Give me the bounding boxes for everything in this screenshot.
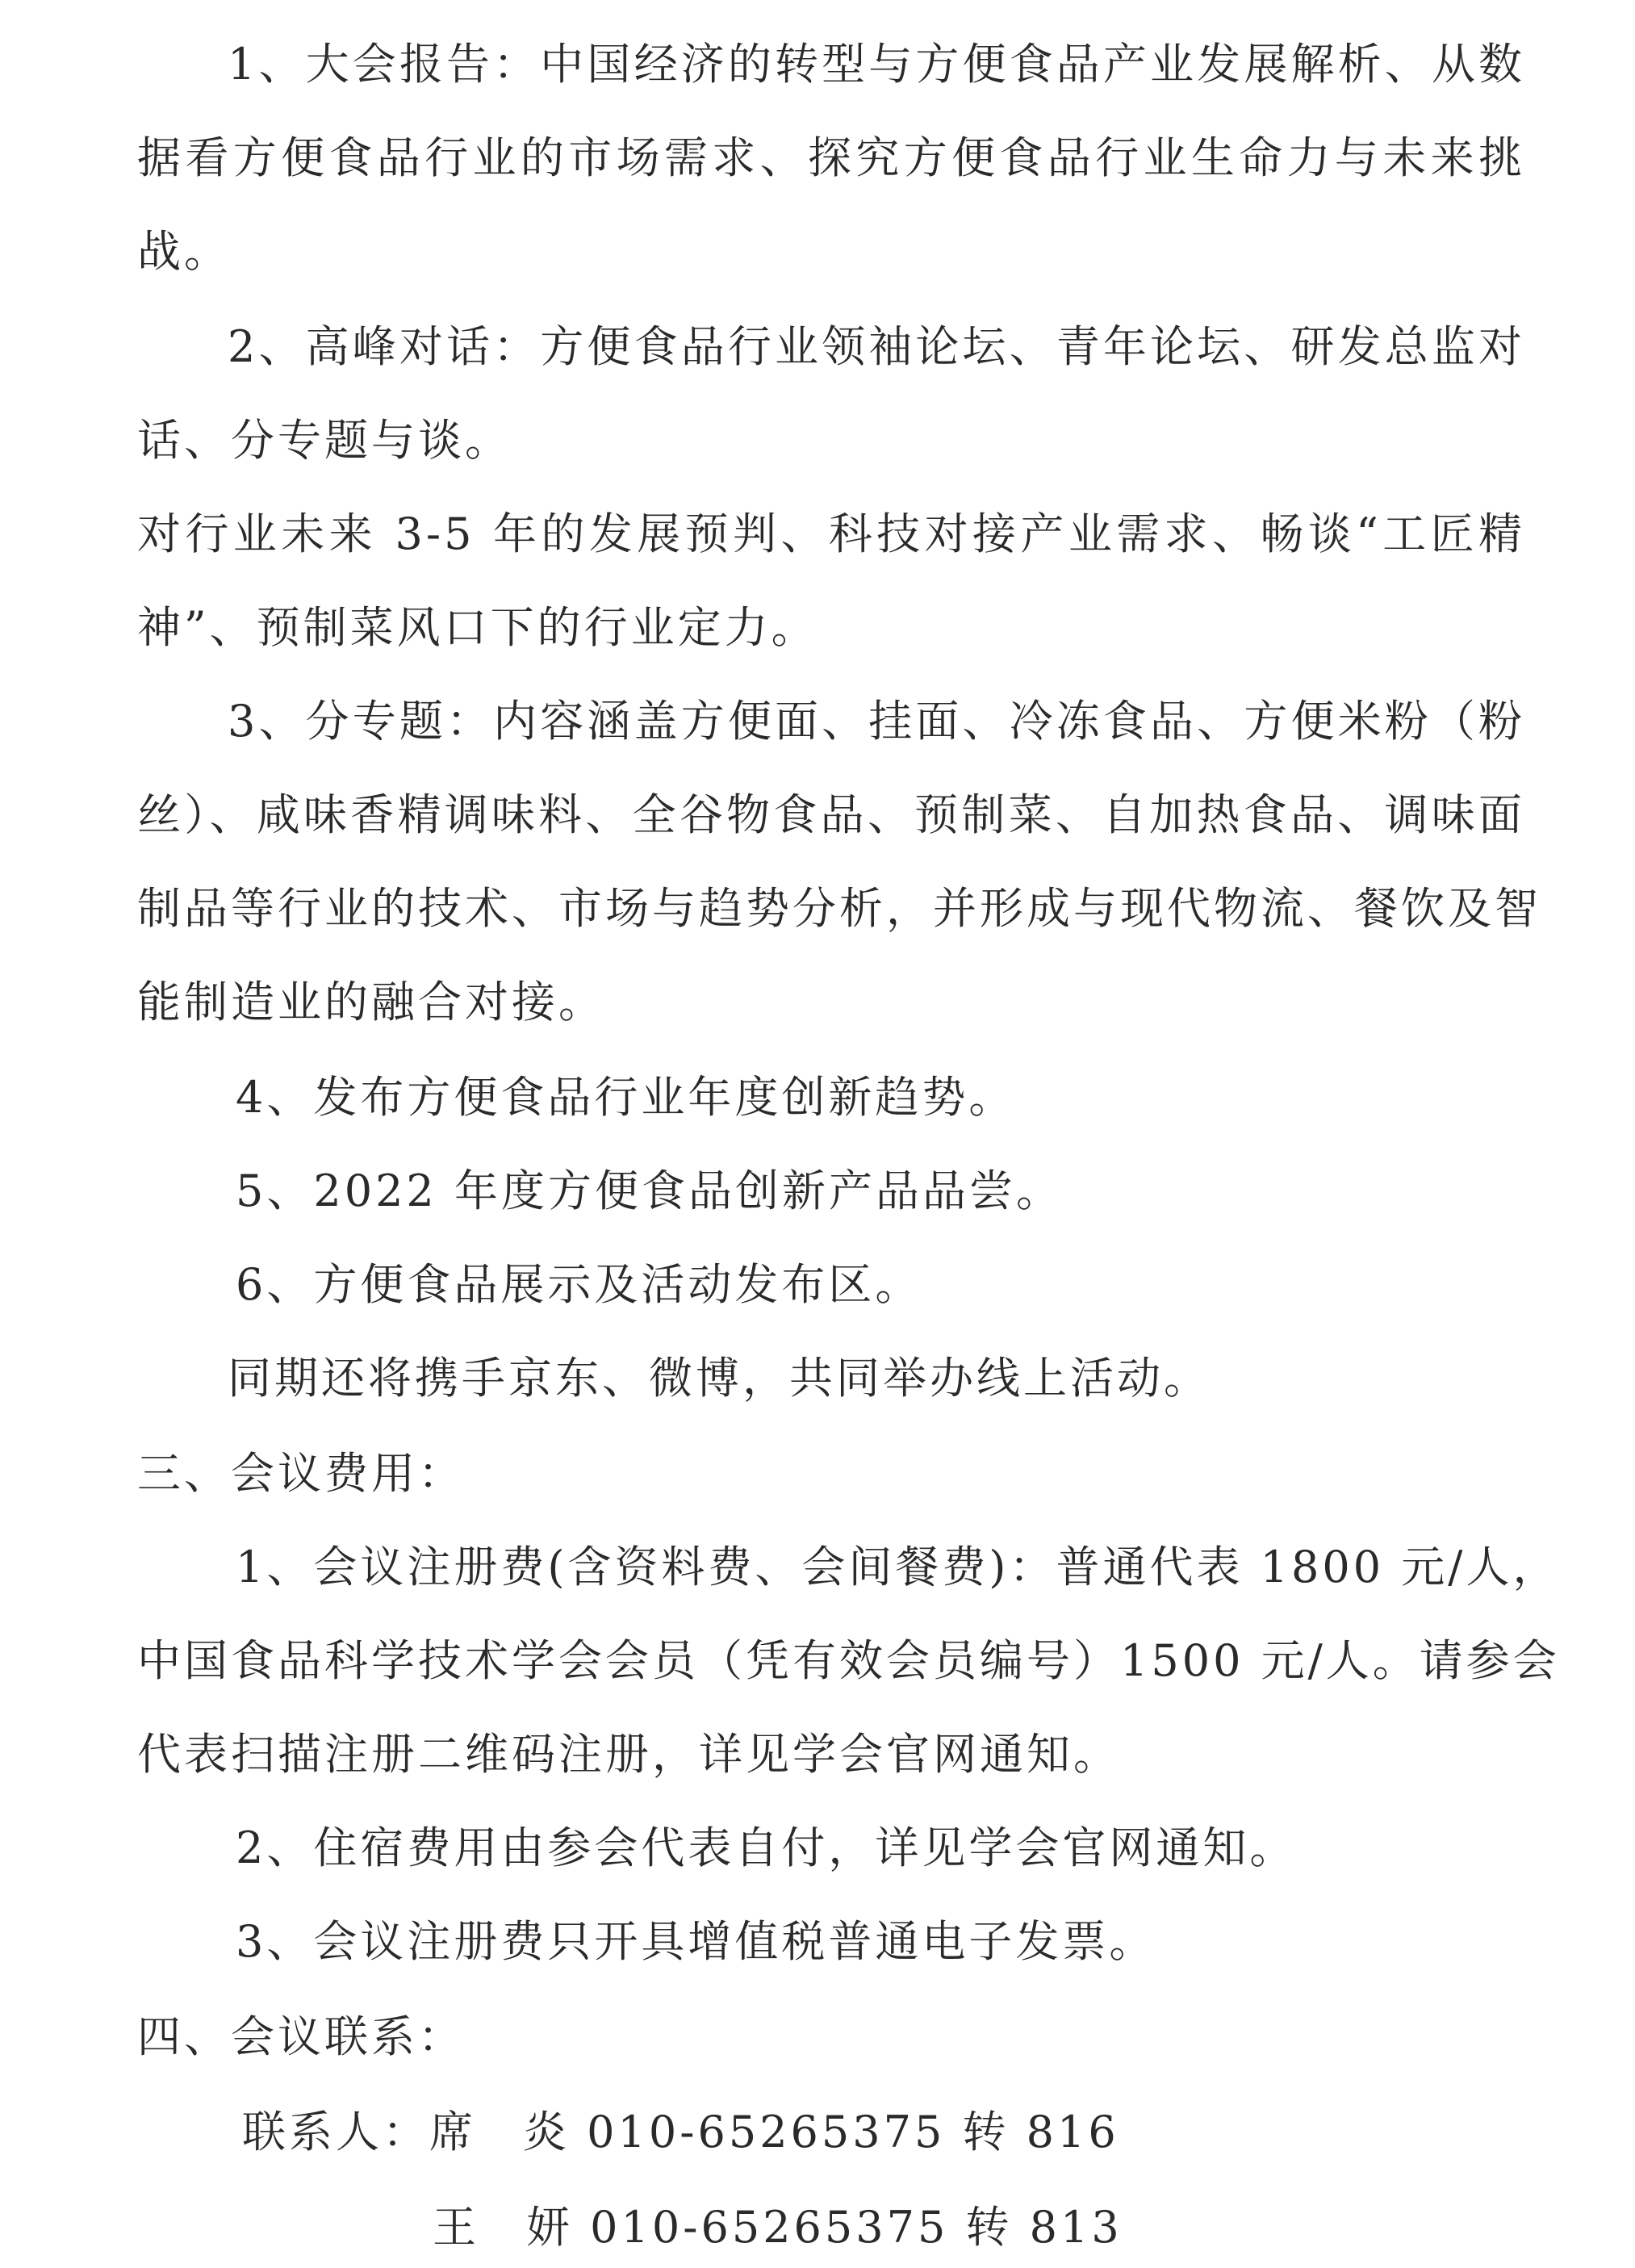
section-3-heading: 三、会议费用：	[137, 1448, 465, 1499]
item-2-desc-line-1: 对行业未来 3-5 年的发展预判、科技对接产业需求、畅谈“工匠精	[137, 508, 1525, 559]
item-2-line-1: 2、高峰对话：方便食品行业领袖论坛、青年论坛、研发总监对	[228, 321, 1525, 372]
item-3-line-3: 制品等行业的技术、市场与趋势分析，并形成与现代物流、餐饮及智	[137, 883, 1541, 934]
online-activity-note: 同期还将携手京东、微博，共同举办线上活动。	[228, 1353, 1211, 1404]
fee-2: 2、住宿费用由参会代表自付，详见学会官网通知。	[236, 1822, 1297, 1873]
item-1-line-2: 据看方便食品行业的市场需求、探究方便食品行业生命力与未来挑	[137, 132, 1525, 183]
item-2-desc-line-2: 神”、预制菜风口下的行业定力。	[137, 602, 818, 653]
item-1-line-1: 1、大会报告：中国经济的转型与方便食品产业发展解析、从数	[228, 39, 1525, 90]
item-4: 4、发布方便食品行业年度创新趋势。	[236, 1072, 1016, 1123]
item-6: 6、方便食品展示及活动发布区。	[236, 1259, 922, 1310]
item-1-line-3: 战。	[137, 226, 231, 277]
fee-1-line-2: 中国食品科学技术学会会员（凭有效会员编号）1500 元/人。请参会	[137, 1635, 1560, 1686]
item-5: 5、2022 年度方便食品创新产品品尝。	[236, 1165, 1063, 1216]
fee-1-line-3: 代表扫描注册二维码注册，详见学会官网通知。	[137, 1729, 1120, 1780]
item-3-line-4: 能制造业的融合对接。	[137, 977, 605, 1027]
section-4-heading: 四、会议联系：	[137, 2011, 465, 2062]
fee-1-line-1: 1、会议注册费(含资料费、会间餐费)：普通代表 1800 元/人，	[236, 1542, 1560, 1592]
contact-1: 联系人：席 炎 010-65265375 转 816	[242, 2107, 1119, 2157]
item-3-line-2: 丝）、咸味香精调味料、全谷物食品、预制菜、自加热食品、调味面	[137, 789, 1525, 840]
fee-3: 3、会议注册费只开具增值税普通电子发票。	[236, 1916, 1156, 1967]
item-2-line-2: 话、分专题与谈。	[137, 415, 512, 466]
item-3-line-1: 3、分专题：内容涵盖方便面、挂面、冷冻食品、方便米粉（粉	[228, 696, 1525, 747]
contact-2: 王 妍 010-65265375 转 813	[433, 2202, 1123, 2253]
